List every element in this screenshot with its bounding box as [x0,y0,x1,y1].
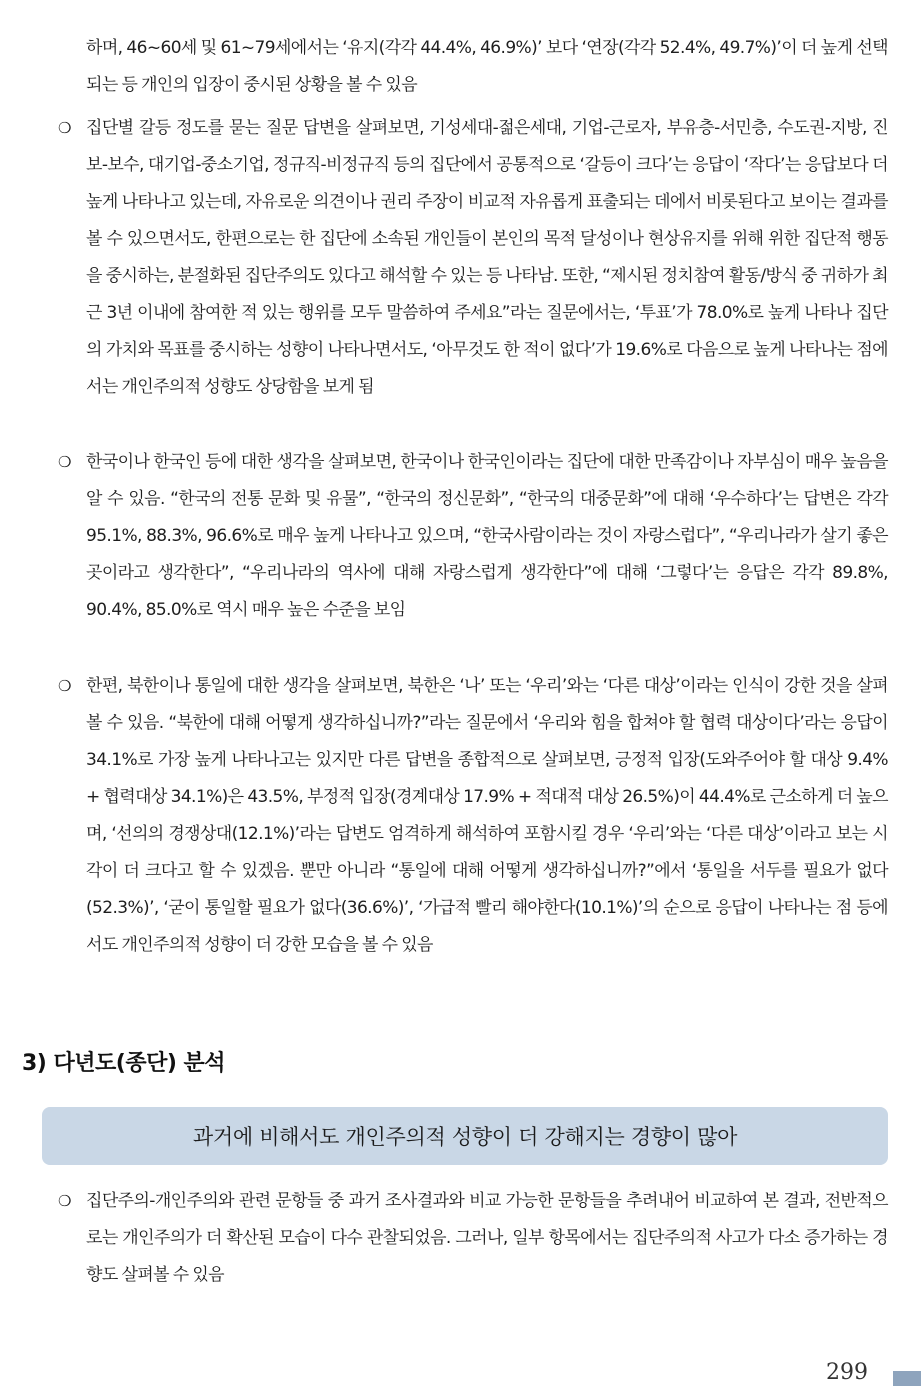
paragraph-text: 한국이나 한국인 등에 대한 생각을 살펴보면, 한국이나 한국인이라는 집단에 대한 만족감이나 자부심이 매우 높음을 알 수 있음. “한국의 전통 문화 및 유물”, “한국의 정신문화”, “한국의 대중문화”에 대해 ‘우수하다’는 답변은 각각 95.1%, 88.3%, 96.6%로 매우 높게 나타나고 있으며, “한국사람이라는 것이 자랑스럽다”, “우리나라가 살기 좋은 곳이라고 생각한다”, “우리나라의 역사에 대해 자랑스럽게 생각한다”에 대해 ‘그렇다’는 응답은 각각 89.8%, 90.4%, 85.0%로 역시 매우 높은 수준을 보임 [86,452,888,620]
page-edge-tab [893,1371,921,1386]
summary-text: 과거에 비해서도 개인주의적 성향이 더 강해지는 경향이 많아 [192,1125,738,1149]
page-number: 299 [826,1360,868,1385]
section-heading: 3) 다년도(종단) 분석 [22,1051,226,1076]
bullet-paragraph-longitudinal [56,1183,888,1294]
continuation-paragraph: 하며, 46~60세 및 61~79세에서는 ‘유지(각각 44.4%, 46.9%)’ 보다 ‘연장(각각 52.4%, 49.7%)’이 더 높게 선택되는 등 개인의 입장이 중시된 상황을 볼 수 있음 [86,38,888,95]
bullet-paragraph-group-conflict [56,110,888,406]
bullet-circle-icon: ❍ [58,1192,71,1210]
paragraph-text: 집단주의-개인주의와 관련 문항들 중 과거 조사결과와 비교 가능한 문항들을 추려내어 비교하여 본 결과, 전반적으로는 개인주의가 더 확산된 모습이 다수 관찰되었음. 그러나, 일부 항목에서는 집단주의적 사고가 다소 증가하는 경향도 살펴볼 수 있음 [86,1191,888,1285]
paragraph-text: 집단별 갈등 정도를 묻는 질문 답변을 살펴보면, 기성세대-젊은세대, 기업-근로자, 부유층-서민층, 수도권-지방, 진보-보수, 대기업-중소기업, 정규직-비정규직 등의 집단에서 공통적으로 ‘갈등이 크다’는 응답이 ‘작다’는 응답보다 더 높게 나타나고 있는데, 자유로운 의견이나 권리 주장이 비교적 자유롭게 표출되는 데에서 비롯된다고 보이는 결과를 볼 수 있으면서도, 한편으로는 한 집단에 소속된 개인들이 본인의 목적 달성이나 현상유지를 위해 위한 집단적 행동을 중시하는, 분절화된 집단주의도 있다고 해석할 수 있는 등 나타남. 또한, “제시된 정치참여 활동/방식 중 귀하가 최근 3년 이내에 참여한 적 있는 행위를 모두 말씀하여 주세요”라는 질문에서는, ‘투표’가 78.0%로 높게 나타나 집단의 가치와 목표를 중시하는 성향이 나타나면서도, ‘아무것도 한 적이 없다’가 19.6%로 다음으로 높게 나타나는 점에서는 개인주의적 성향도 상당함을 보게 됨 [86,118,888,397]
bullet-circle-icon: ❍ [58,119,71,137]
bullet-circle-icon: ❍ [58,453,71,471]
paragraph-text: 한편, 북한이나 통일에 대한 생각을 살펴보면, 북한은 ‘나’ 또는 ‘우리’와는 ‘다른 대상’이라는 인식이 강한 것을 살펴볼 수 있음. “북한에 대해 어떻게 생각하십니까?”라는 질문에서 ‘우리와 힘을 합쳐야 할 협력 대상이다’라는 응답이 34.1%로 가장 높게 나타나고는 있지만 다른 답변을 종합적으로 살펴보면, 긍정적 입장(도와주어야 할 대상 9.4% + 협력대상 34.1%)은 43.5%, 부정적 입장(경계대상 17.9% + 적대적 대상 26.5%)이 44.4%로 근소하게 더 높으며, ‘선의의 경쟁상대(12.1%)’라는 답변도 엄격하게 해석하여 포함시킬 경우 ‘우리’와는 ‘다른 대상’이라고 보는 시각이 더 크다고 할 수 있겠음. 뿐만 아니라 “통일에 대해 어떻게 생각하십니까?”에서 ‘통일을 서두를 필요가 없다(52.3%)’, ‘굳이 통일할 필요가 없다(36.6%)’, ‘가급적 빨리 해야한다(10.1%)’의 순으로 응답이 나타나는 점 등에서도 개인주의적 성향이 더 강한 모습을 볼 수 있음 [86,676,888,955]
summary-box [42,1107,888,1165]
bullet-circle-icon: ❍ [58,677,71,695]
bullet-paragraph-korea-pride [56,444,888,629]
bullet-paragraph-north-korea [56,668,888,964]
